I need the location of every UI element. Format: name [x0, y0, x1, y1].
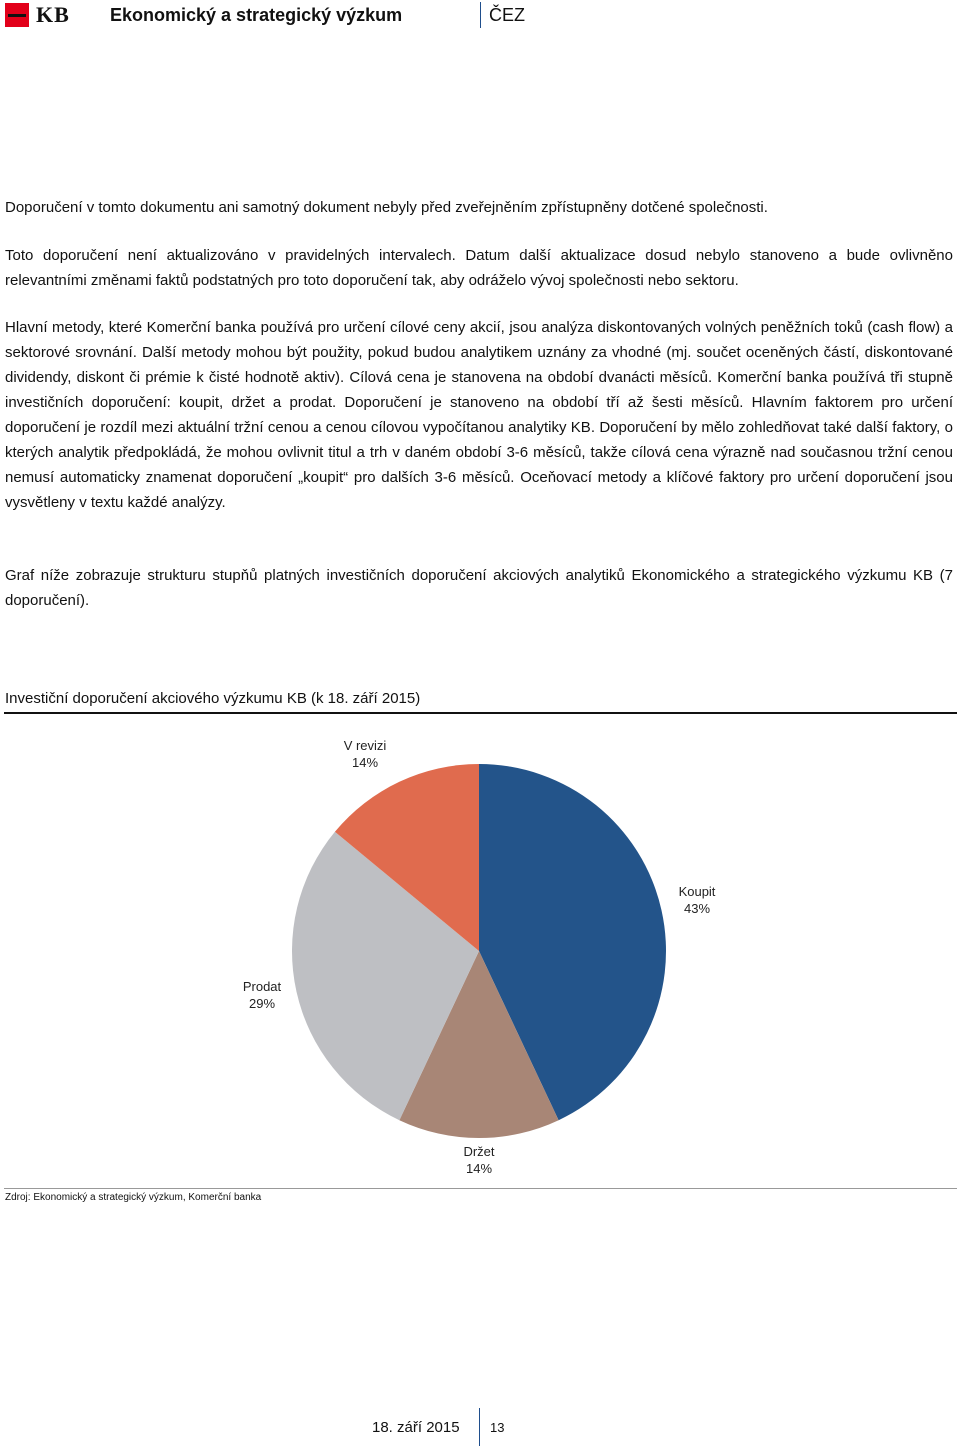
pie-chart: [0, 714, 960, 1188]
chart-bottom-rule: [4, 1188, 957, 1189]
header-title: Ekonomický a strategický výzkum: [110, 5, 403, 25]
header-divider: [480, 2, 481, 28]
page-header: [0, 0, 960, 32]
pie-label-1: Koupit: [678, 884, 716, 899]
footer-date: 18. září 2015: [372, 1419, 460, 1436]
pie-label-3: Prodat: [242, 979, 282, 994]
chart-source: Zdroj: Ekonomický a strategický výzkum, Komerční banka: [5, 1192, 262, 1203]
pie-value-4: 14%: [351, 755, 379, 770]
logo-bar: [8, 14, 26, 17]
paragraph-methods: Hlavní metody, které Komerční banka používá pro určení cílové ceny akcií, jsou analýza diskontovaných volných peněžních toků (cash flow) a sektorové srovnání. Další metody mohou být použity, pokud budou analytikem uznány za vhodné (mj. součet oceněných částí, diskontované dividendy, diskont či prémie k čisté hodnotě aktiv). Cílová cena je stanovena na období dvanácti měsíců. Komerční banka používá tři stupně investičních doporučení: koupit, držet a prodat. Doporučení je stanoveno na období tří až šesti měsíců. Hlavním faktorem pro určení doporučení je rozdíl mezi aktuální tržní cenou a cenou cílovou vypočítanou analytiky KB. Doporučení by mělo zohledňovat také další faktory, o kterých analytik předpokládá, že mohou ovlivnit titul a trh v daném období 3-6 měsíců, takže cílová cena výrazně nad současnou tržní cenou nemusí automaticky znamenat doporučení „koupit“ pro dalších 3-6 měsíců. Oceňovací metody a klíčové faktory pro určení doporučení jsou vysvětleny v textu každé analýzy.: [5, 319, 953, 511]
kb-logo-icon: [5, 3, 29, 27]
paragraph-chart-intro: Graf níže zobrazuje strukturu stupňů platných investičních doporučení akciových analytiků Ekonomického a strategického výzkumu KB (7 doporučení).: [5, 567, 953, 609]
pie-label-4: V revizi: [343, 738, 387, 753]
paragraph-disclosure: Doporučení v tomto dokumentu ani samotný dokument nebyly před zveřejněním zpřístupněny dotčené společnosti.: [5, 199, 768, 216]
pie-value-3: 29%: [248, 996, 276, 1011]
pie-label-2: Držet: [463, 1144, 495, 1159]
chart-title: Investiční doporučení akciového výzkumu KB (k 18. září 2015): [5, 690, 421, 707]
paragraph-update: Toto doporučení není aktualizováno v pravidelných intervalech. Datum další aktualizace dosud nebylo stanoveno a bude ovlivněno relevantními změnami faktů podstatných pro toto doporučení tak, aby odráželo vývoj společnosti nebo sektoru.: [5, 247, 953, 289]
pie-value-2: 14%: [465, 1161, 493, 1176]
pie-value-1: 43%: [683, 901, 711, 916]
footer-divider: [479, 1408, 480, 1446]
page-number: 13: [490, 1420, 505, 1435]
logo-text: KB: [36, 2, 70, 27]
header-company: ČEZ: [489, 5, 525, 25]
